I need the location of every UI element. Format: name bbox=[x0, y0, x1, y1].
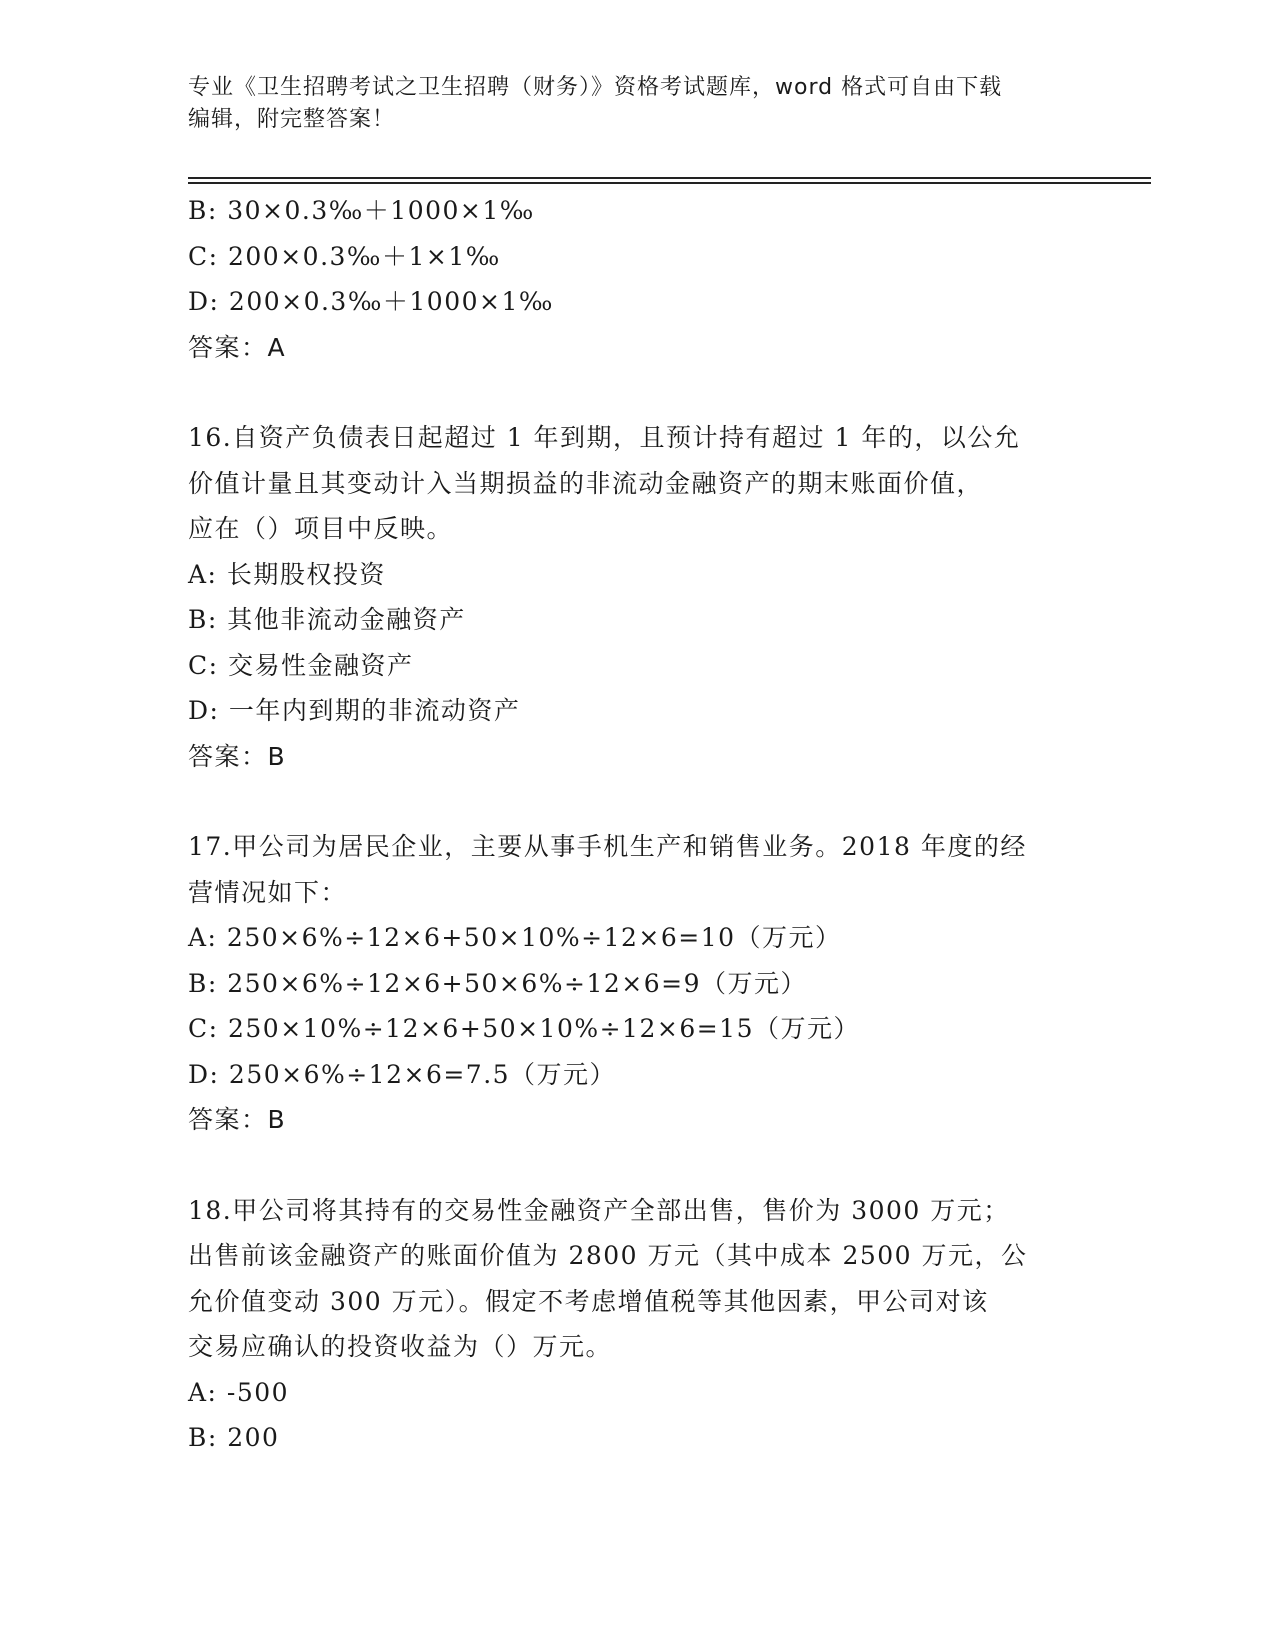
option-c: C: 200×0.3‰＋1×1‰ bbox=[188, 241, 501, 271]
answer: 答案：A bbox=[188, 332, 287, 362]
question-17 bbox=[188, 824, 1088, 1143]
question-stem: 营情况如下： bbox=[188, 877, 348, 907]
question-stem: 17.甲公司为居民企业，主要从事手机生产和销售业务。2018 年度的经 bbox=[188, 832, 1027, 861]
question-16 bbox=[188, 415, 1088, 779]
option-d: D: 250×6%÷12×6=7.5（万元） bbox=[188, 1059, 617, 1089]
spacer bbox=[188, 1143, 1088, 1188]
question-stem: 价值计量且其变动计入当期损益的非流动金融资产的期末账面价值， bbox=[188, 468, 984, 498]
option-d: D: 200×0.3‰＋1000×1‰ bbox=[188, 287, 554, 316]
document-header bbox=[188, 72, 1088, 136]
question-list bbox=[188, 188, 1088, 1461]
question-stem: 交易应确认的投资收益为（）万元。 bbox=[188, 1332, 613, 1361]
answer: 答案：B bbox=[188, 741, 287, 771]
question-stem: 允价值变动 300 万元）。假定不考虑增值税等其他因素，甲公司对该 bbox=[188, 1286, 989, 1316]
option-a: A: -500 bbox=[188, 1377, 290, 1407]
option-a: A: 长期股权投资 bbox=[188, 559, 386, 589]
question-15 bbox=[188, 188, 1088, 370]
option-b: B: 其他非流动金融资产 bbox=[188, 605, 466, 634]
question-18 bbox=[188, 1188, 1088, 1461]
option-a: A: 250×6%÷12×6+50×10%÷12×6=10（万元） bbox=[188, 923, 842, 952]
spacer bbox=[188, 779, 1088, 824]
option-b: B: 30×0.3‰＋1000×1‰ bbox=[188, 196, 535, 225]
answer: 答案：B bbox=[188, 1105, 287, 1134]
question-stem: 18.甲公司将其持有的交易性金融资产全部出售，售价为 3000 万元； bbox=[188, 1195, 1010, 1225]
option-d: D: 一年内到期的非流动资产 bbox=[188, 696, 521, 725]
header-line-1: 专业《卫生招聘考试之卫生招聘（财务）》资格考试题库，word 格式可自由下载 bbox=[188, 75, 1003, 100]
option-c: C: 交易性金融资产 bbox=[188, 650, 414, 680]
question-stem: 应在（）项目中反映。 bbox=[188, 514, 454, 543]
header-divider-top bbox=[188, 177, 1151, 179]
option-b: B: 250×6%÷12×6+50×6%÷12×6=9（万元） bbox=[188, 968, 808, 998]
option-b: B: 200 bbox=[188, 1423, 280, 1452]
question-stem: 出售前该金融资产的账面价值为 2800 万元（其中成本 2500 万元，公 bbox=[188, 1241, 1028, 1270]
spacer bbox=[188, 370, 1088, 415]
question-stem: 16.自资产负债表日起超过 1 年到期，且预计持有超过 1 年的，以公允 bbox=[188, 423, 1021, 452]
header-divider-bottom bbox=[188, 182, 1151, 184]
option-c: C: 250×10%÷12×6+50×10%÷12×6=15（万元） bbox=[188, 1014, 860, 1043]
header-line-2: 编辑，附完整答案！ bbox=[188, 107, 396, 132]
